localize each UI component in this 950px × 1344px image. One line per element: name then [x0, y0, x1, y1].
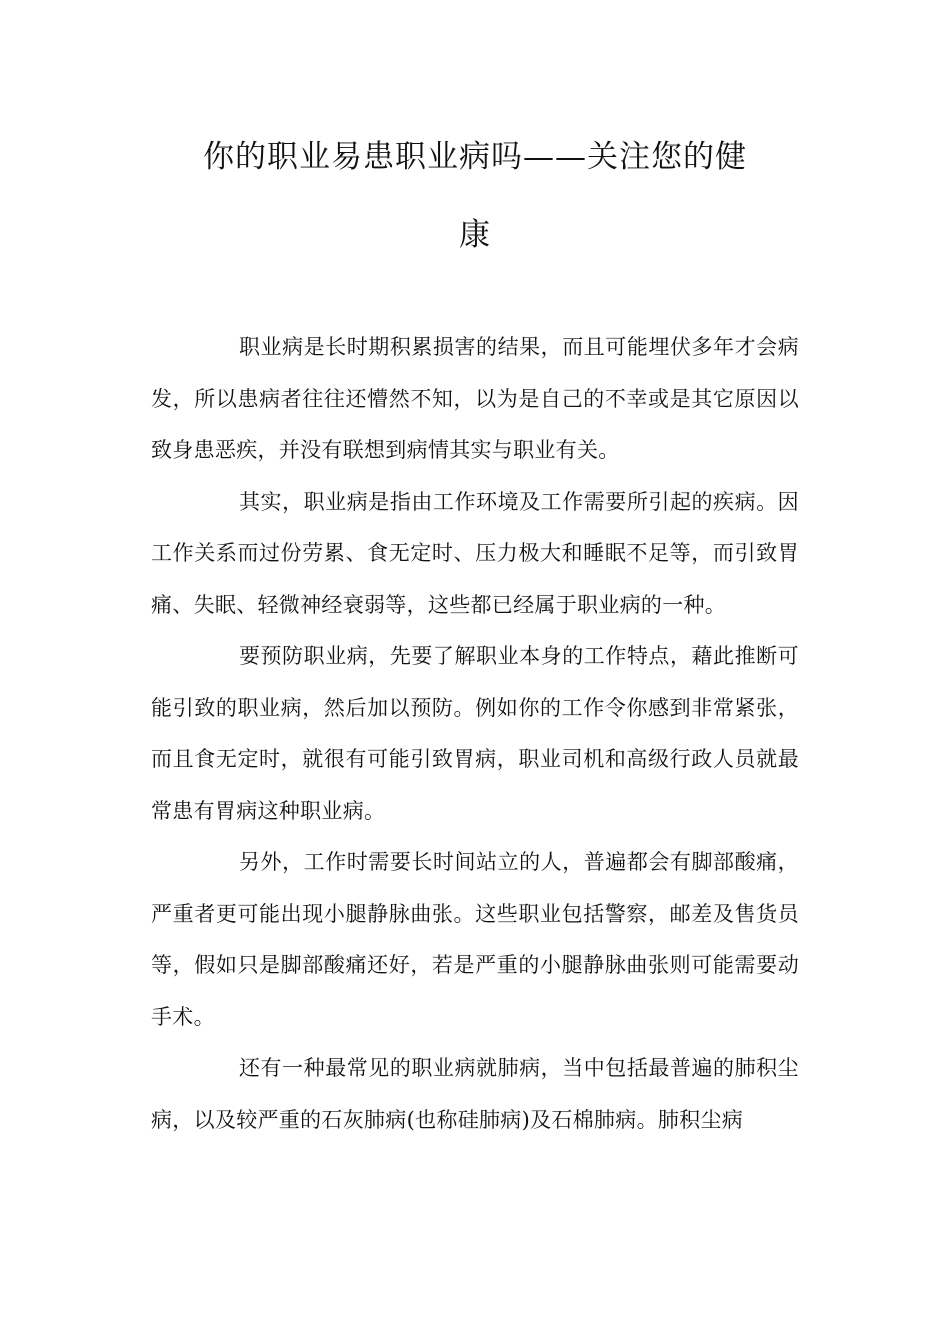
paragraph: 其实，职业病是指由工作环境及工作需要所引起的疾病。因工作关系而过份劳累、食无定时、压力极大和睡眠不足等，而引致胃痛、失眠、轻微神经衰弱等，这些都已经属于职业病的一种。 [151, 489, 799, 617]
paragraph: 职业病是长时期积累损害的结果，而且可能埋伏多年才会病发，所以患病者往往还懵然不知，以为是自己的不幸或是其它原因以致身患恶疾，并没有联想到病情其实与职业有关。 [151, 335, 799, 462]
paragraph: 还有一种最常见的职业病就肺病，当中包括最普遍的肺积尘病，以及较严重的石灰肺病(也称硅肺病)及石棉肺病。肺积尘病 [151, 1056, 799, 1132]
document-body [151, 322, 799, 1146]
document-title [150, 118, 800, 274]
paragraph: 另外，工作时需要长时间站立的人，普遍都会有脚部酸痛，严重者更可能出现小腿静脉曲张。这些职业包括警察，邮差及售货员等，假如只是脚部酸痛还好，若是严重的小腿静脉曲张则可能需要动手术。 [151, 850, 799, 1029]
paragraph: 要预防职业病，先要了解职业本身的工作特点，藉此推断可能引致的职业病，然后加以预防。例如你的工作令你感到非常紧张，而且食无定时，就很有可能引致胃病，职业司机和高级行政人员就最常患有胃病这种职业病。 [151, 644, 799, 823]
document-title-line-2: 康 [459, 217, 491, 253]
document-title-line-1: 你的职业易患职业病吗——关注您的健 [203, 139, 747, 175]
